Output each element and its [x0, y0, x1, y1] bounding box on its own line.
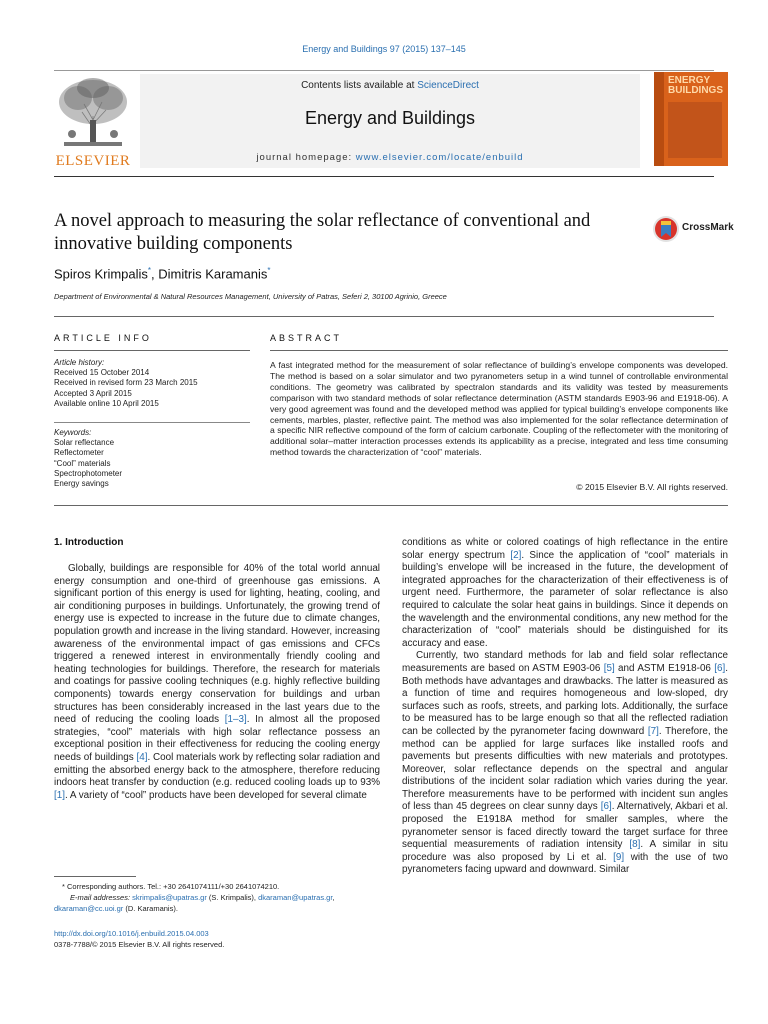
homepage-link[interactable]: www.elsevier.com/locate/enbuild: [355, 152, 524, 163]
text-span: conditions as white or colored coatings of high reflectance in the entire solar energy spectrum: [402, 537, 728, 561]
author-separator: ,: [151, 266, 159, 282]
article-info-rule: [54, 350, 250, 351]
abstract-rule: [270, 350, 728, 351]
citation-link[interactable]: [1–3]: [224, 714, 247, 726]
crossmark-icon: [652, 213, 680, 245]
header-top-rule: [54, 70, 714, 71]
author-1-mark[interactable]: *: [147, 266, 152, 275]
email-owner-3: (D. Karamanis).: [123, 904, 178, 913]
history-received: Received 15 October 2014: [54, 368, 150, 378]
keywords: [54, 428, 250, 489]
citation-link[interactable]: [9]: [613, 851, 625, 863]
corresponding-phone: * Corresponding authors. Tel.: +30 2641074111/+30 2641074210.: [62, 882, 280, 891]
cover-body: [668, 102, 722, 158]
text-span: . A similar in situ procedure was also proposed by Li et al.: [402, 839, 728, 863]
cover-stripe: [654, 72, 664, 166]
abstract-copyright: © 2015 Elsevier B.V. All rights reserved.: [576, 482, 728, 492]
text-span: . Alternatively, Akbari et al. proposed the E1918A method for smaller samples, where the pyranometer sensor is faced directly toward the target surface for three sequential measurements of radiation intensity: [402, 801, 728, 851]
email-label: E-mail addresses:: [70, 893, 133, 902]
history-revised: Received in revised form 23 March 2015: [54, 378, 198, 388]
citation-link[interactable]: [7]: [647, 725, 659, 737]
email-sep: ,: [332, 893, 335, 902]
keywords-label: Keywords:: [54, 428, 92, 437]
cover-title: ENERGY BUILDINGS: [668, 75, 723, 96]
email-line-3: [54, 903, 390, 914]
journal-reference[interactable]: Energy and Buildings 97 (2015) 137–145: [302, 44, 466, 54]
email-addresses: [62, 892, 390, 903]
sciencedirect-link[interactable]: ScienceDirect: [417, 80, 479, 91]
history-online: Available online 10 April 2015: [54, 398, 159, 408]
contents-line: [140, 80, 640, 91]
introduction-heading: 1. Introduction: [54, 537, 124, 548]
title-rule: [54, 316, 714, 317]
keyword-item: Spectrophotometer: [54, 468, 123, 478]
author-list: [54, 266, 270, 281]
citation-link[interactable]: [1]: [54, 789, 65, 801]
contents-prefix: Contents lists available at: [301, 80, 418, 91]
corresponding-authors-footnote: [54, 881, 390, 914]
affiliation: Department of Environmental & Natural Resources Management, University of Patras, Seferi 2, 30100 Agrinio, Greece: [54, 292, 447, 301]
abstract-text: A fast integrated method for the measurement of solar reflectance of building’s envelope components was developed. The method is based on a solar simulator and two pyranometers setup in a wind tunnel of controllable environmental conditions. The geometry was calibrated by spectralon standards and its validity was tested by measurements comparison with two standard methods of solar reflectance determination (ASTM standards E903-96 and E1918-06). A very good agreement was found and the developed method was applied for typical building’s envelope components like cements, marbles, plaster, reflective paint. The method was also implemented for the solar reflectance determination of a specific NIR reflective compound of the form of calcium carbonate. Coupling of the reflectometer with the monitoring of additional solar–matter interaction processes extends its applicability as a precise, integrated and less time consuming method towards the characterization of “cool” materials.: [270, 360, 728, 458]
text-span: Globally, buildings are responsible for 40% of the total world annual energy consumption and one-third of greenhouse gas emissions. A significant portion of this energy is used for lighting, heating, cooling, and air conditioning purposes in buildings. Unfortunately, the growing trend of energy use is expected to increase in the future due to climate changes, population growth and increase in the living standard. However, increasing awareness of the environmental impact of gas emissions and CFCs triggered a renewed interest in environmentally friendly cooling and heating technologies for buildings. Therefore, the research for materials and coatings for passive cooling techniques (e.g. highly reflective building components) towards energy conservation for buildings and urban structures has been considerably increased in the last years due to the need of reducing the cooling loads: [54, 563, 380, 726]
journal-cover[interactable]: [654, 72, 728, 166]
email-owner-1: (S. Krimpalis),: [206, 893, 259, 902]
text-span: and ASTM E1918-06: [614, 662, 715, 674]
intro-paragraph-2: [402, 650, 728, 877]
citation-link[interactable]: [6]: [600, 801, 612, 813]
text-span: . Since the application of “cool” materials in building’s envelope will be increased in the future, the development of integrated approaches for the characterization of their effectiveness is of urgent need. Furthermore, the parameter of solar reflectance is also required to calculate the solar heat gains in buildings. Since it depends on the wavelength and the environmental conditions, any new method for the characterization of “cool” materials should be distinguished for its accuracy and ease.: [402, 549, 728, 649]
keyword-item: Solar reflectance: [54, 438, 115, 448]
keyword-item: Reflectometer: [54, 448, 104, 458]
author-2[interactable]: Dimitris Karamanis: [158, 266, 268, 282]
abstract-bottom-rule: [54, 505, 728, 506]
citation-link[interactable]: [6]: [714, 662, 726, 674]
abstract-heading: ABSTRACT: [270, 333, 343, 343]
citation-link[interactable]: [2]: [510, 549, 522, 561]
body-column-right: [402, 537, 728, 877]
text-span: . A variety of “cool” products have been developed for several climate: [64, 789, 367, 801]
elsevier-wordmark: ELSEVIER: [55, 153, 131, 169]
footnote-rule: [54, 876, 136, 877]
paper-title: A novel approach to measuring the solar reflectance of conventional and innovative building components: [54, 211, 591, 254]
author-1[interactable]: Spiros Krimpalis: [54, 266, 148, 282]
header-bottom-rule: [54, 176, 714, 177]
issn-copyright: 0378-7788/© 2015 Elsevier B.V. All rights reserved.: [54, 940, 225, 949]
crossmark-badge[interactable]: [652, 213, 732, 245]
email-link-1[interactable]: skrimpalis@upatras.gr: [132, 893, 207, 902]
article-info-divider: [54, 422, 250, 423]
email-link-2[interactable]: dkaraman@upatras.gr: [258, 893, 333, 902]
text-span: . Both methods have advantages and drawbacks. The latter is measured as a function of time and requires homogeneous and low-sloped, dry surfaces such as roofs, streets, and parking lots. Additionally, the surface to be measured has to be large enough so that all the reflected radiation can be collected by the pyranometer facing downward: [402, 662, 728, 737]
article-history: [54, 358, 250, 409]
body-column-left: [54, 563, 380, 802]
text-span: . In almost all the proposed strategies, “cool” materials with high solar reflectance possess an exceptional position in their effectiveness for reducing the cooling energy needs of buildings: [54, 714, 380, 763]
text-span: . Cool materials work by reflecting solar radiation and emitting the absorbed energy back to the atmosphere, therefore reducing indoors heat transfer by conduction (e.g. reduced cooling loads up to 93%: [54, 751, 380, 789]
intro-paragraph-cont: [402, 537, 728, 650]
email-link-3[interactable]: dkaraman@cc.uoi.gr: [54, 904, 124, 913]
text-span: with the use of two pyranometers facing upward and downward. Similar: [402, 851, 729, 876]
citation-link[interactable]: [4]: [136, 751, 148, 763]
elsevier-logo: [54, 76, 132, 169]
homepage-prefix: journal homepage:: [256, 152, 356, 163]
journal-homepage: [140, 152, 640, 163]
crossmark-label: CrossMark: [682, 222, 734, 233]
keyword-item: Energy savings: [54, 479, 109, 489]
keyword-item: “Cool” materials: [54, 458, 111, 468]
doi-link[interactable]: http://dx.doi.org/10.1016/j.enbuild.2015.04.003: [54, 929, 209, 938]
text-span: . Therefore, the method can be applied for large surfaces like installed roofs and pavements but presents difficulties with new materials and prototypes. Moreover, solar reflectance depends on the spectral and angular distributions of the incident solar radiation which varies during the year. Therefore measurements have to be performed with incident sun angles of less than 45 degrees on clear sunny days: [402, 725, 728, 813]
text-span: Currently, two standard methods for lab and field solar reflectance measurements are based on ASTM E903-06: [402, 650, 728, 674]
history-accepted: Accepted 3 April 2015: [54, 388, 132, 398]
doi-block: [54, 928, 224, 950]
elsevier-tree-icon: [54, 76, 132, 148]
author-2-mark[interactable]: *: [267, 266, 271, 275]
intro-paragraph-1: [54, 563, 380, 802]
history-label: Article history:: [54, 358, 105, 367]
article-info-heading: ARTICLE INFO: [54, 333, 152, 343]
citation-link[interactable]: [8]: [629, 839, 641, 851]
citation-link[interactable]: [5]: [603, 662, 615, 674]
journal-title: Energy and Buildings: [304, 108, 476, 128]
